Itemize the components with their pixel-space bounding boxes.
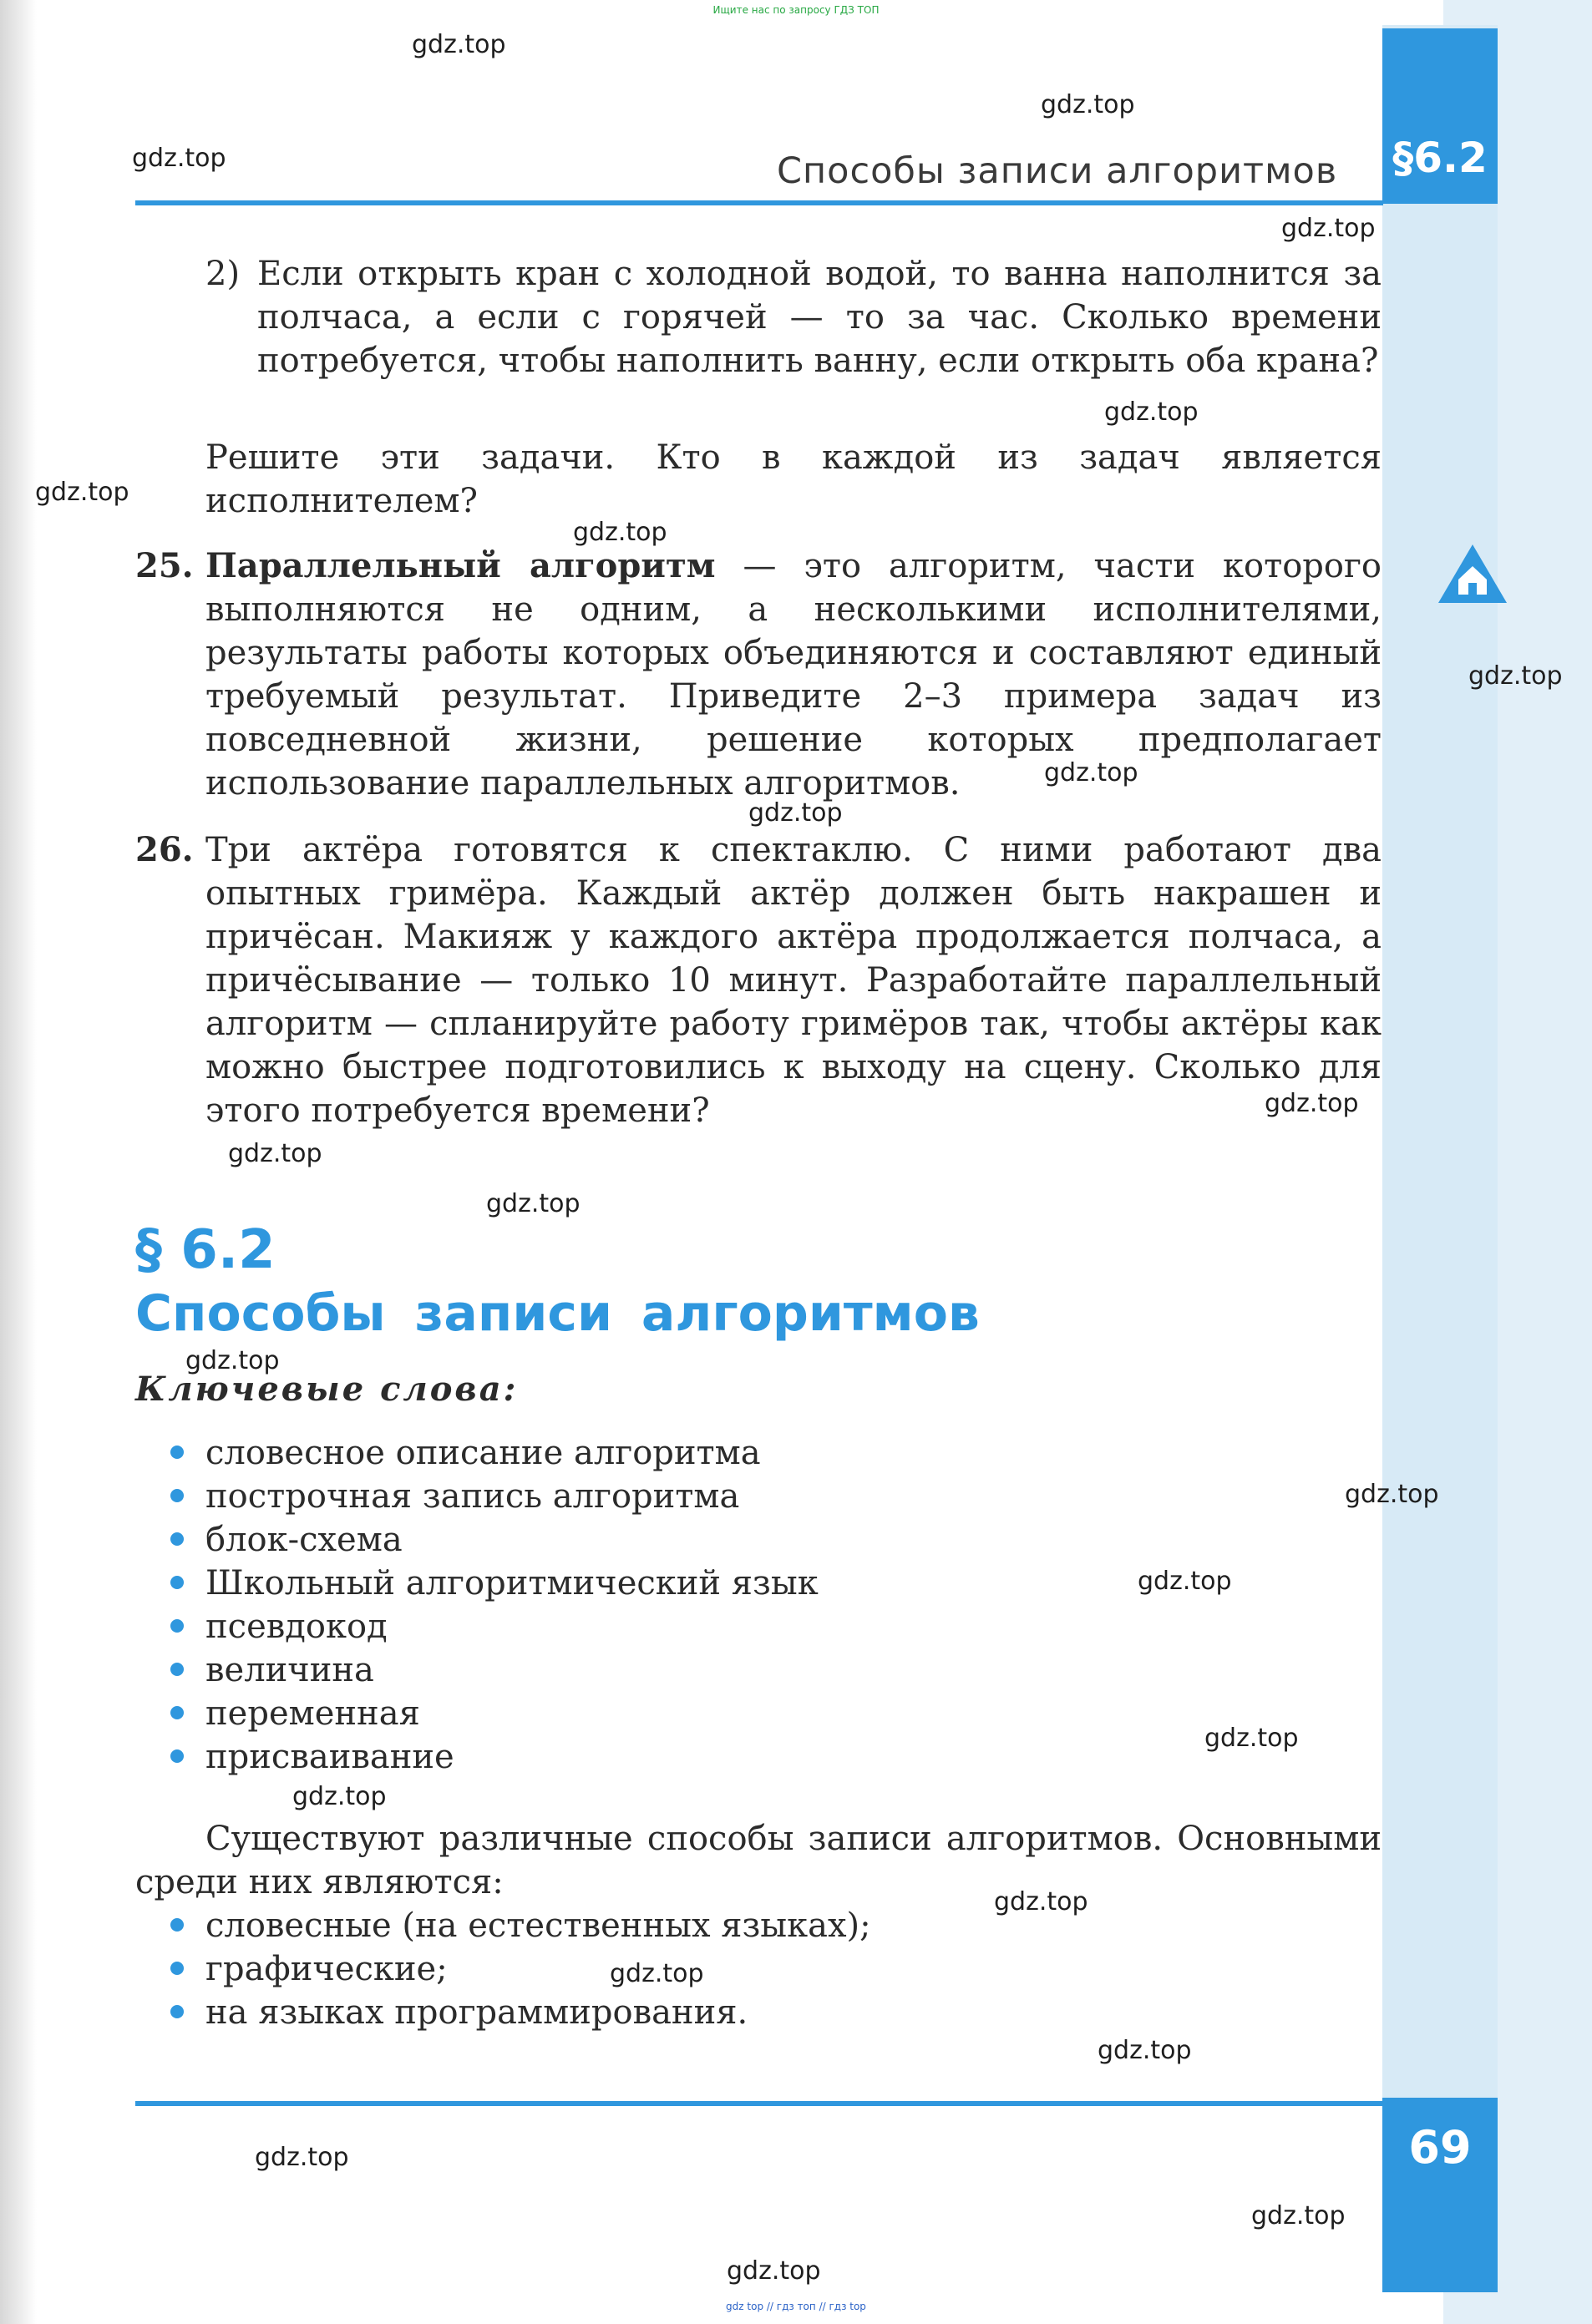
bullet-dot [170, 1706, 184, 1719]
watermark: gdz.top [1098, 2036, 1192, 2065]
list-item: блок-схема [167, 1518, 819, 1562]
solve-note: Решите эти задачи. Кто в каждой из задач является исполнителем? [205, 438, 1382, 520]
footer-rule [135, 2101, 1383, 2106]
watermark: gdz.top [228, 1139, 322, 1168]
watermark: gdz.top [727, 2256, 821, 2286]
watermark: gdz.top [1265, 1089, 1359, 1118]
bullet-dot [170, 2005, 184, 2018]
task-2-text: Если открыть кран с холодной водой, то ванна наполнится за полчаса, а если с горячей — то за час. Сколько времени потребуется, чтобы наполнить ванну, если открыть оба крана? [257, 255, 1382, 380]
watermark: gdz.top [1204, 1724, 1299, 1753]
watermark: gdz.top [1104, 397, 1199, 427]
watermark: gdz.top [573, 518, 667, 547]
list-item: графические; [167, 1947, 871, 1991]
section-intro: Существуют различные способы записи алгоритмов. Основными среди них являются: [135, 1820, 1382, 1901]
bottom-search-note: gdz top // гдз топ // гдз top [726, 2301, 866, 2312]
watermark: gdz.top [35, 478, 129, 507]
bullet-dot [170, 1619, 184, 1633]
watermark: gdz.top [994, 1887, 1088, 1916]
list-item: словесное описание алгоритма [167, 1431, 819, 1475]
bullet-dot [170, 1749, 184, 1763]
list-item: Школьный алгоритмический язык [167, 1562, 819, 1605]
watermark: gdz.top [255, 2143, 349, 2172]
home-icon[interactable] [1435, 541, 1510, 608]
keywords-list [167, 1431, 819, 1779]
task-26-text: Три актёра готовятся к спектаклю. С ними работают два опытных гримёра. Каждый актёр должен быть накрашен и причёсан. Макияж у каждого актёра продолжается полчаса, а причёсывание — только 10 минут. Разработайте параллельный алгоритм — спланируйте работу гримёров так, чтобы актёры как можно быстрее подготовились к выходу на сцену. Сколько для этого потребуется времени? [205, 831, 1382, 1130]
watermark: gdz.top [1138, 1567, 1232, 1596]
right-margin-band [1382, 25, 1498, 2292]
section-number: § 6.2 [135, 1219, 276, 1281]
bullet-dot [170, 1576, 184, 1589]
section-tab-label: §6.2 [1392, 134, 1488, 182]
list-item: присваивание [167, 1735, 819, 1779]
list-item: псевдокод [167, 1605, 819, 1648]
watermark: gdz.top [1044, 758, 1138, 787]
page-binding-shadow [0, 0, 37, 2324]
watermark: gdz.top [412, 30, 506, 59]
watermark: gdz.top [1251, 2201, 1346, 2230]
list-item: построчная запись алгоритма [167, 1475, 819, 1518]
keywords-label: Ключевые слова: [135, 1370, 519, 1409]
watermark: gdz.top [1345, 1480, 1439, 1509]
task-25-number: 25. [135, 546, 194, 585]
bullet-dot [170, 1532, 184, 1546]
task-26-number: 26. [135, 830, 194, 869]
watermark: gdz.top [292, 1782, 387, 1811]
list-item: переменная [167, 1692, 819, 1735]
watermark: gdz.top [1468, 661, 1563, 691]
bullet-dot [170, 1489, 184, 1502]
list-item: словесные (на естественных языках); [167, 1904, 871, 1947]
top-search-note: Ищите нас по запросу ГДЗ ТОП [712, 4, 880, 16]
watermark: gdz.top [486, 1189, 581, 1218]
watermark: gdz.top [185, 1346, 280, 1375]
watermark: gdz.top [610, 1959, 704, 1988]
watermark: gdz.top [1281, 214, 1376, 243]
watermark: gdz.top [1041, 90, 1135, 119]
bullet-dot [170, 1918, 184, 1932]
task-25-text [205, 544, 1382, 805]
page-number: 69 [1408, 2121, 1472, 2174]
task-25-term: Параллельный алгоритм [205, 546, 716, 585]
bullet-dot [170, 1962, 184, 1975]
list-item: величина [167, 1648, 819, 1692]
methods-list [167, 1904, 871, 2034]
task-25-body: — это алгоритм, части которого выполняются не одним, а несколькими исполнителями, результаты работы которых объединяются и составляют единый требуемый результат. Приведите 2–3 примера задач из повседневной жизни, решение которых предполагает использование параллельных алгоритмов. [205, 547, 1382, 803]
list-item: на языках программирования. [167, 1991, 871, 2034]
header-rule [135, 200, 1383, 205]
watermark: gdz.top [748, 798, 843, 828]
task-2-label: 2) [205, 255, 241, 293]
running-head: Способы записи алгоритмов [777, 150, 1338, 192]
watermark: gdz.top [132, 144, 226, 173]
section-title: Способы записи алгоритмов [135, 1284, 980, 1343]
bullet-dot [170, 1663, 184, 1676]
bullet-dot [170, 1446, 184, 1459]
